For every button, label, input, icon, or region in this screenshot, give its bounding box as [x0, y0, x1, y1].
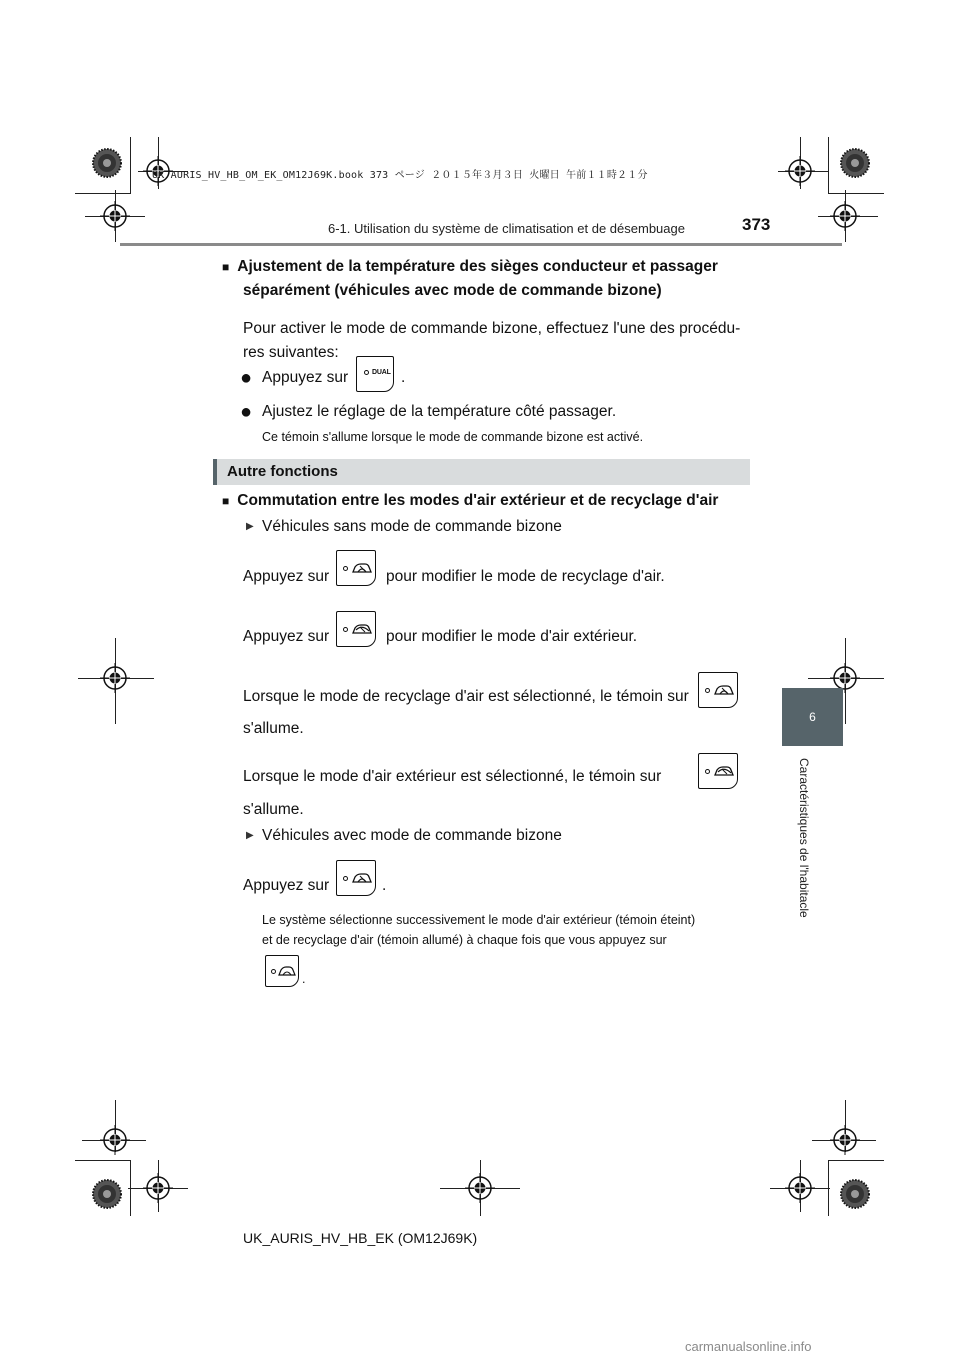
dual-note: Ce témoin s'allume lorsque le mode de commande bizone est activé.	[262, 430, 644, 444]
intro-line2: res suivantes:	[243, 344, 339, 361]
bullet-icon: ●	[240, 401, 253, 423]
dual-air-note-line2: et de recyclage d'air (témoin allumé) à chaque fois que vous appuyez sur	[262, 933, 667, 947]
star-target-bottom-right	[841, 1180, 869, 1208]
air-mode-button-icon	[265, 955, 299, 987]
dual-air-note-line1: Le système sélectionne successivement le mode d'air extérieur (témoin éteint)	[262, 913, 696, 927]
recycle-indicator-line2: s'allume.	[243, 720, 304, 737]
press3-post: .	[382, 877, 387, 894]
dual-air-note-end: .	[302, 972, 306, 986]
recirculation-button-icon	[698, 672, 738, 708]
press1-pre: Appuyez sur	[243, 568, 330, 585]
outside-air-button-icon	[698, 753, 738, 789]
outside-indicator-line2: s'allume.	[243, 801, 304, 818]
sub-heading-dual: Véhicules avec mode de commande bizone	[262, 827, 562, 844]
air-mode-car-icon	[277, 964, 297, 978]
heading-dual-zone: ■ Ajustement de la température des sièges conducteur et passager	[222, 258, 718, 275]
bullet1-text: Appuyez sur	[262, 369, 349, 386]
square-marker-icon: ■	[222, 260, 230, 274]
square-marker-icon: ■	[222, 494, 230, 508]
reg-target-top-left-2	[100, 201, 130, 231]
reg-target-bottom-center	[465, 1173, 495, 1203]
recirculation-car-icon	[351, 560, 373, 576]
reg-target-bottom-left-2	[143, 1173, 173, 1203]
dual-button-icon: DUAL	[356, 356, 394, 392]
star-target-top-right	[841, 149, 869, 177]
outside-air-button-icon	[336, 611, 376, 647]
press1-post: pour modifier le mode de recyclage d'air.	[386, 568, 665, 585]
triangle-marker-icon: ▶	[246, 830, 254, 841]
recirculation-car-icon	[713, 682, 735, 698]
chapter-number: 6	[809, 710, 816, 724]
reg-target-bottom-right-2	[785, 1173, 815, 1203]
section-title-bar: Autre fonctions	[213, 459, 750, 485]
outside-air-car-icon	[713, 763, 735, 779]
header-rule	[120, 243, 842, 246]
recirculation-button-icon	[336, 550, 376, 586]
press2-pre: Appuyez sur	[243, 628, 330, 645]
reg-target-bottom-right	[830, 1125, 860, 1155]
running-head: 6-1. Utilisation du système de climatisation et de désembuage	[328, 221, 685, 236]
chapter-title: Caractéristiques de l'habitacle	[797, 758, 811, 918]
press3-pre: Appuyez sur	[243, 877, 330, 894]
star-target-top-left	[93, 149, 121, 177]
outside-indicator-line: Lorsque le mode d'air extérieur est sélectionné, le témoin sur	[243, 768, 662, 785]
bullet2-text: Ajustez le réglage de la température côté passager.	[262, 403, 617, 420]
intro-line1: Pour activer le mode de commande bizone, effectuez l'une des procédu-	[243, 320, 741, 337]
star-target-bottom-left	[93, 1180, 121, 1208]
triangle-marker-icon: ▶	[246, 521, 254, 532]
heading-air-recirculation: ■ Commutation entre les modes d'air extérieur et de recyclage d'air	[222, 492, 719, 509]
reg-target-top-right	[785, 156, 815, 186]
reg-target-mid-left	[100, 663, 130, 693]
sub-heading-no-dual: Véhicules sans mode de commande bizone	[262, 518, 562, 535]
page-number: 373	[742, 215, 771, 234]
reg-target-top-right-2	[830, 201, 860, 231]
book-stamp: UK AURIS_HV_HB_OM_EK_OM12J69K.book 373 ページ ２０１５年３月３日 火曜日 午前１１時２１分	[152, 170, 648, 181]
air-mode-button-icon	[336, 860, 376, 896]
manual-code: UK_AURIS_HV_HB_EK (OM12J69K)	[243, 1230, 478, 1246]
bullet-icon: ●	[240, 367, 253, 389]
recycle-indicator-line: Lorsque le mode de recyclage d'air est sélectionné, le témoin sur	[243, 688, 689, 705]
watermark: carmanualsonline.info	[685, 1339, 812, 1354]
press2-post: pour modifier le mode d'air extérieur.	[386, 628, 638, 645]
bullet1-period: .	[401, 369, 406, 386]
chapter-tab	[782, 688, 843, 746]
air-mode-car-icon	[351, 870, 373, 886]
reg-target-bottom-left	[100, 1125, 130, 1155]
heading-dual-zone-line2: séparément (véhicules avec mode de commande bizone)	[243, 282, 662, 299]
outside-air-car-icon	[351, 621, 373, 637]
